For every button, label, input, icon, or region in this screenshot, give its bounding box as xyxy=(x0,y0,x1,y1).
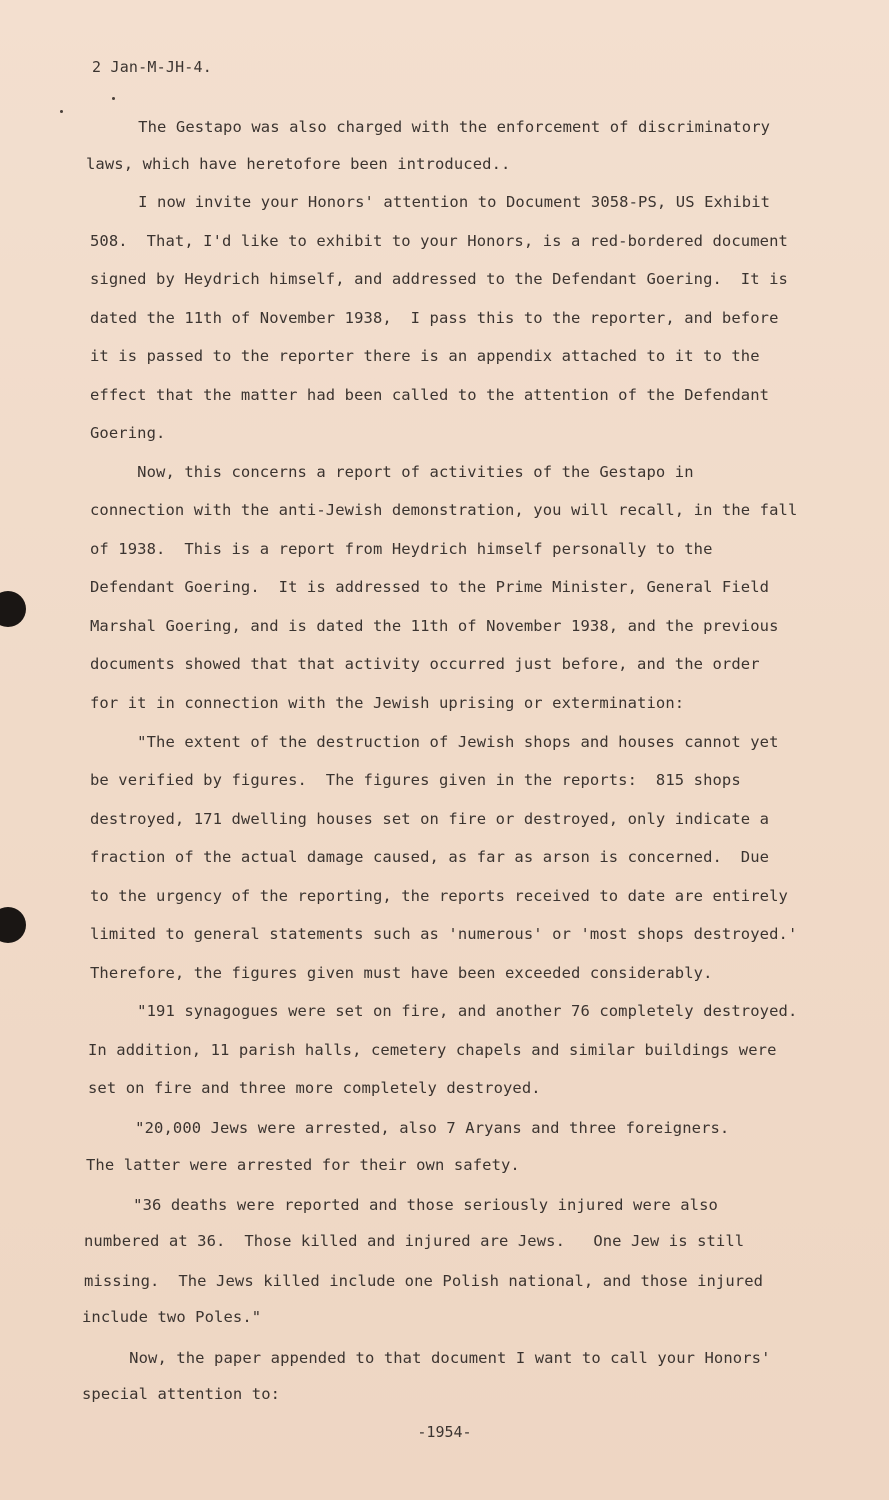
text-line: Goering. xyxy=(90,424,166,442)
binder-hole xyxy=(0,591,26,627)
text-line: signed by Heydrich himself, and addressed to the Defendant Goering. It is xyxy=(90,270,788,288)
text-line: Defendant Goering. It is addressed to the Prime Minister, General Field xyxy=(90,578,770,596)
text-line: Therefore, the figures given must have been exceeded considerably. xyxy=(90,964,713,982)
text-line: set on fire and three more completely destroyed. xyxy=(88,1079,541,1097)
text-line: "20,000 Jews were arrested, also 7 Aryans and three foreigners. xyxy=(88,1119,730,1137)
text-line: include two Poles." xyxy=(82,1308,262,1326)
text-line: Marshal Goering, and is dated the 11th of November 1938, and the previous xyxy=(90,617,779,635)
text-line: laws, which have heretofore been introduced.. xyxy=(86,155,511,173)
text-line: dated the 11th of November 1938, I pass this to the reporter, and before xyxy=(90,309,779,327)
text-line: "36 deaths were reported and those seriously injured were also xyxy=(86,1196,718,1214)
text-line: of 1938. This is a report from Heydrich himself personally to the xyxy=(90,540,713,558)
text-line: it is passed to the reporter there is an appendix attached to it to the xyxy=(90,347,760,365)
text-line: The latter were arrested for their own safety. xyxy=(86,1156,520,1174)
text-line: effect that the matter had been called to the attention of the Defendant xyxy=(90,386,770,404)
text-line: "The extent of the destruction of Jewish shops and houses cannot yet xyxy=(90,733,779,751)
text-line: documents showed that that activity occurred just before, and the order xyxy=(90,655,760,673)
text-line: In addition, 11 parish halls, cemetery chapels and similar buildings were xyxy=(88,1041,777,1059)
page-number: -1954- xyxy=(417,1423,472,1441)
text-line: for it in connection with the Jewish uprising or extermination: xyxy=(90,694,685,712)
text-line: limited to general statements such as 'numerous' or 'most shops destroyed.' xyxy=(90,925,798,943)
text-line: Now, the paper appended to that document I want to call your Honors' xyxy=(82,1349,771,1367)
stray-mark xyxy=(60,110,63,113)
binder-hole xyxy=(0,907,26,943)
text-line: be verified by figures. The figures given in the reports: 815 shops xyxy=(90,771,741,789)
text-line: destroyed, 171 dwelling houses set on fire or destroyed, only indicate a xyxy=(90,810,770,828)
text-line: fraction of the actual damage caused, as far as arson is concerned. Due xyxy=(90,848,770,866)
text-line: 508. That, I'd like to exhibit to your Honors, is a red-bordered document xyxy=(90,232,788,250)
text-line: numbered at 36. Those killed and injured are Jews. One Jew is still xyxy=(84,1232,745,1250)
stray-mark xyxy=(112,97,115,100)
text-line: special attention to: xyxy=(82,1385,281,1403)
text-line: missing. The Jews killed include one Polish national, and those injured xyxy=(84,1272,764,1290)
text-line: I now invite your Honors' attention to Document 3058-PS, US Exhibit xyxy=(91,193,771,211)
text-line: The Gestapo was also charged with the enforcement of discriminatory xyxy=(91,118,771,136)
text-line: connection with the anti-Jewish demonstration, you will recall, in the fall xyxy=(90,501,798,519)
text-line: Now, this concerns a report of activities of the Gestapo in xyxy=(90,463,694,481)
document-reference: 2 Jan-M-JH-4. xyxy=(92,58,212,76)
text-line: "191 synagogues were set on fire, and another 76 completely destroyed. xyxy=(90,1002,798,1020)
text-line: to the urgency of the reporting, the reports received to date are entirely xyxy=(90,887,788,905)
